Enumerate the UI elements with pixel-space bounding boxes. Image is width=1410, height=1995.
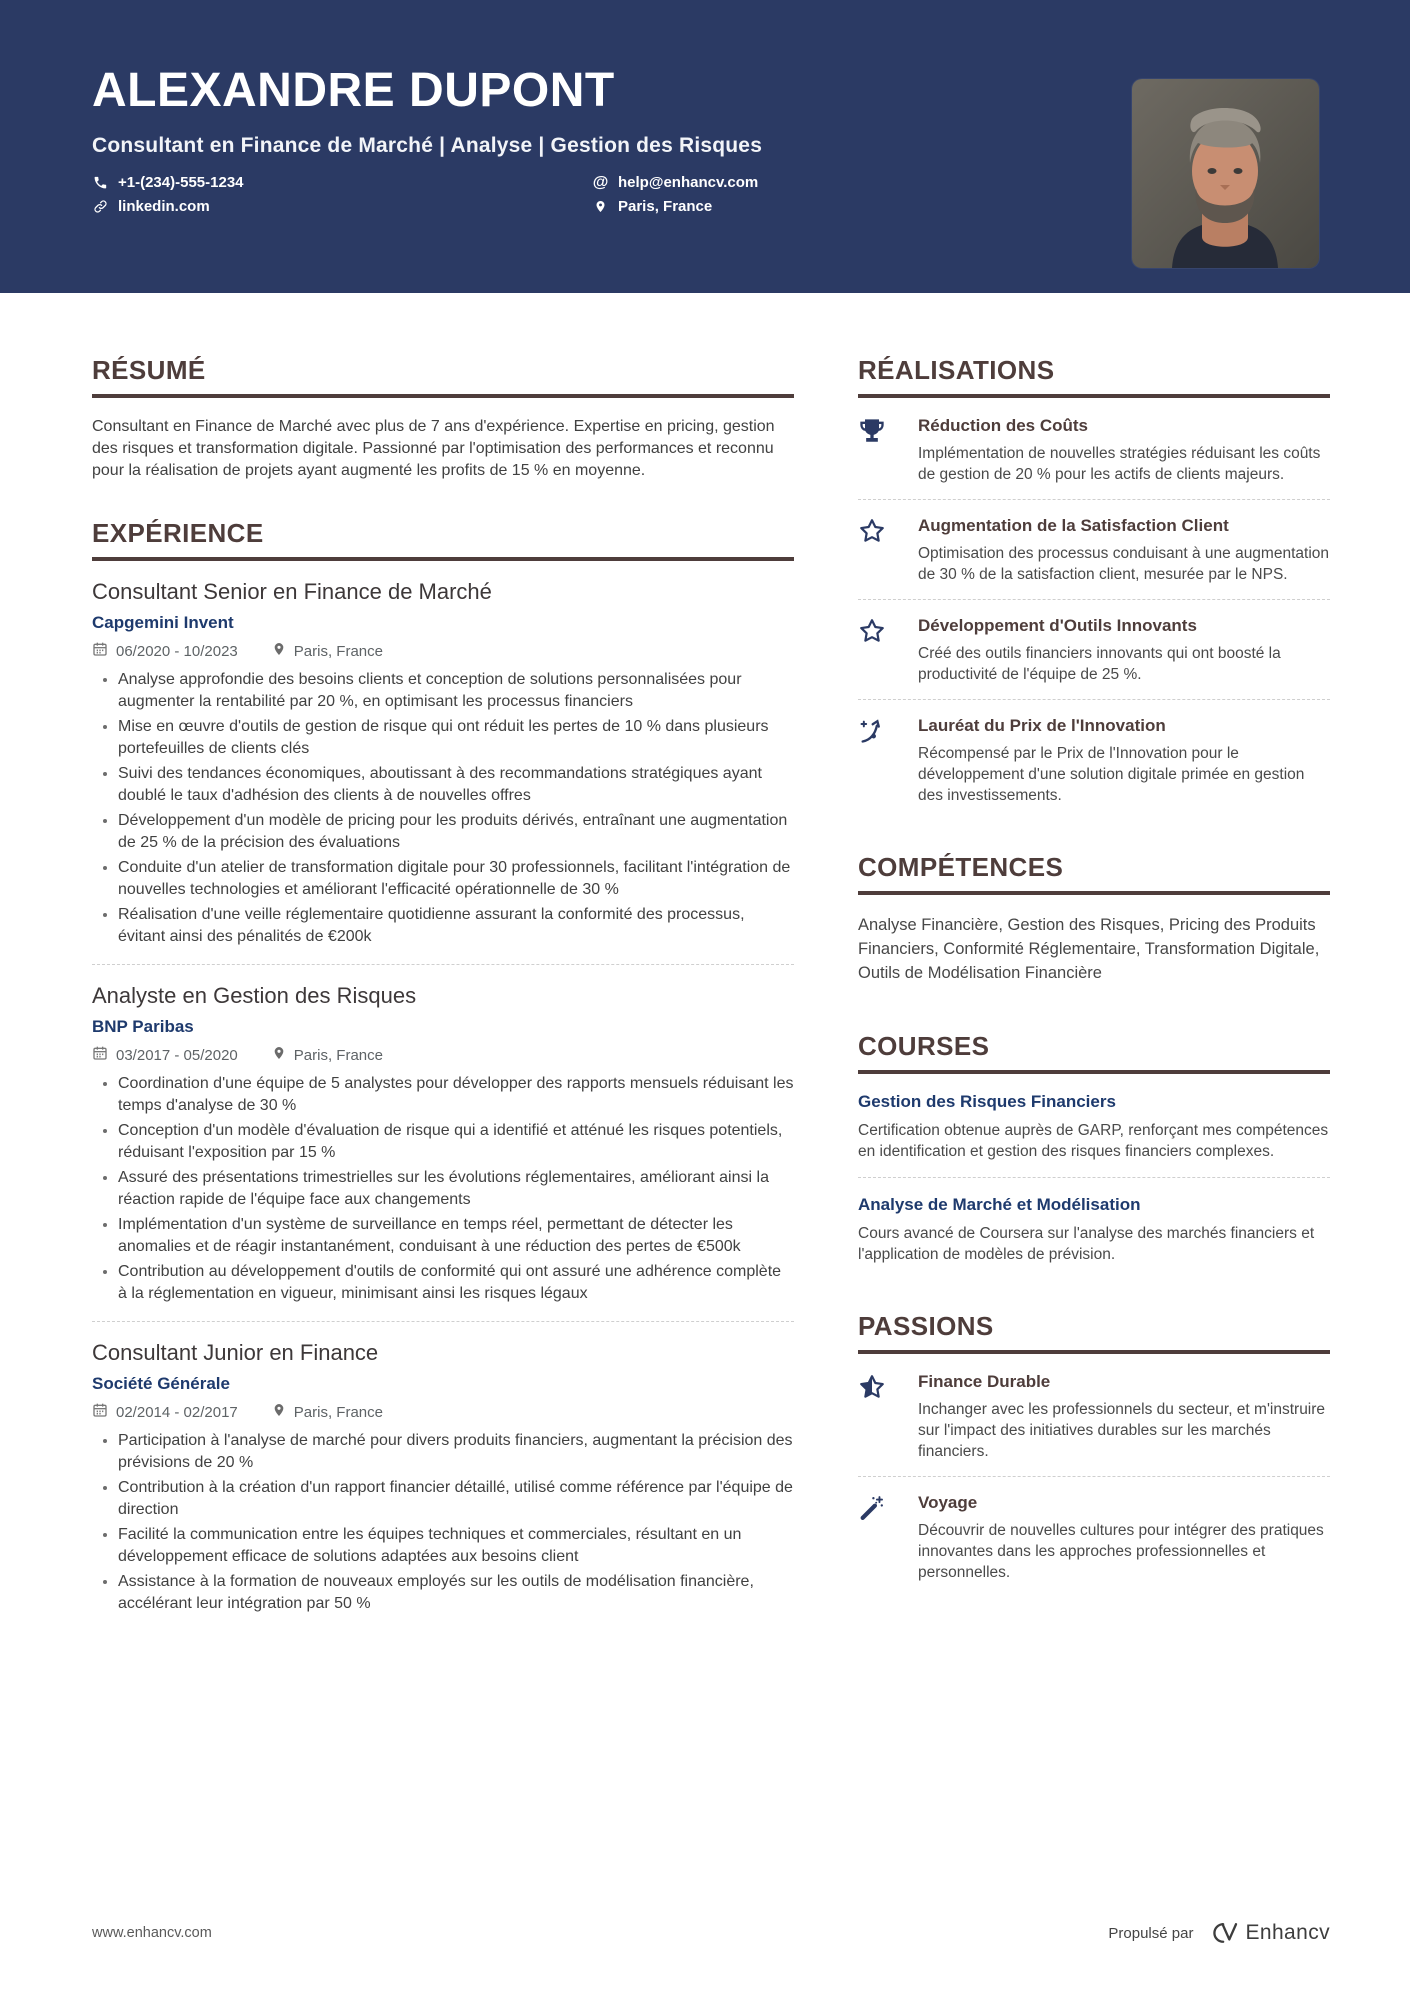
bullet-item: • Mise en œuvre d'outils de gestion de risque qui ont réduit les pertes de 10 % dans plusieurs portefeuilles de clients clés (118, 716, 794, 760)
bullet-item: • Développement d'un modèle de pricing pour les produits dérivés, entraînant une augmentation de 25 % de la précision des évaluations (118, 810, 794, 854)
location (592, 198, 1110, 215)
email-address[interactable]: help@enhancv.com (618, 174, 759, 192)
section-skills (858, 852, 1330, 985)
feature-text: Créé des outils financiers innovants qui ont boosté la productivité de l'équipe de 25 %. (918, 645, 1281, 683)
job-dates (92, 1045, 238, 1065)
job-dates-text: 03/2017 - 05/2020 (116, 1046, 238, 1064)
section-passions (858, 1311, 1330, 1583)
feature-title: Voyage (918, 1493, 978, 1512)
job-bullets (92, 1073, 794, 1305)
bullet-item: • Analyse approfondie des besoins clients et conception de solutions personnalisées pour augmenter la rentabilité par 20 %, en optimisant les processus financiers (118, 669, 794, 713)
experience-list (92, 561, 794, 1615)
job-title: Analyste en Gestion des Risques (92, 983, 417, 1008)
person-name: ALEXANDRE DUPONT (92, 64, 615, 117)
website-url[interactable]: linkedin.com (118, 198, 210, 216)
feature-title: Développement d'Outils Innovants (918, 616, 1197, 635)
job-title: Consultant Senior en Finance de Marché (92, 579, 492, 604)
bullet-item: • Participation à l'analyse de marché pour divers produits financiers, augmentant la précision des prévisions de 20 % (118, 1430, 794, 1474)
feature-item (858, 1372, 1330, 1462)
location-text: Paris, France (618, 198, 713, 216)
location-pin-icon (592, 198, 609, 215)
location-pin-icon (272, 1402, 286, 1422)
summary-text: Consultant en Finance de Marché avec plus de 7 ans d'expérience. Expertise en pricing, gestion des risques et transformation digitale. Passionné par l'optimisation des performances et reconnu pour la réalisation de projets ayant augmenté les profits de 15 % en moyenne. (92, 418, 775, 479)
at-icon: @ (592, 173, 609, 191)
experience-entry (92, 1321, 794, 1615)
job-bullets (92, 669, 794, 948)
job-location-text: Paris, France (293, 1403, 383, 1421)
feature-title: Finance Durable (918, 1372, 1051, 1391)
course-item (858, 1092, 1330, 1162)
job-title: Consultant Junior en Finance (92, 1340, 379, 1365)
company-name: Capgemini Invent (92, 613, 234, 632)
section-heading-resume: RÉSUMÉ (92, 355, 794, 398)
content-columns (0, 293, 1410, 1651)
trophy-icon (858, 417, 888, 447)
section-experience (92, 518, 794, 1615)
course-title: Analyse de Marché et Modélisation (858, 1195, 1141, 1214)
enhancv-logo-icon (1205, 1919, 1239, 1947)
section-heading-courses: COURSES (858, 1031, 1330, 1074)
job-location (272, 1402, 383, 1422)
powered-by-label: Propulsé par (1108, 1924, 1194, 1942)
contact-info (92, 174, 1110, 215)
job-dates (92, 641, 238, 661)
job-meta (92, 1045, 794, 1065)
feature-text: Récompensé par le Prix de l'Innovation pour le développement d'une solution digitale primée en gestion des investissements. (918, 745, 1305, 804)
person-title: Consultant en Finance de Marché | Analyse | Gestion des Risques (92, 134, 763, 158)
feature-text: Implémentation de nouvelles stratégies réduisant les coûts de gestion de 20 % pour les actifs de clients majeurs. (918, 445, 1321, 483)
enhancv-logo[interactable] (1205, 1919, 1330, 1947)
skills-text: Analyse Financière, Gestion des Risques, Pricing des Produits Financiers, Conformité Réglementaire, Transformation Digitale, Outils de Modélisation Financière (858, 916, 1320, 982)
feature-title: Lauréat du Prix de l'Innovation (918, 716, 1166, 735)
bullet-item: • Assistance à la formation de nouveaux employés sur les outils de modélisation financière, accélérant leur intégration par 50 % (118, 1571, 794, 1615)
feature-item (858, 416, 1330, 485)
job-location (272, 1045, 383, 1065)
section-achievements (858, 355, 1330, 806)
job-dates (92, 1402, 238, 1422)
achievements-list (858, 398, 1330, 806)
experience-entry (92, 579, 794, 948)
location-pin-icon (272, 1045, 286, 1065)
calendar-icon (92, 641, 108, 661)
calendar-icon (92, 1045, 108, 1065)
passions-list (858, 1354, 1330, 1583)
phone-number: +1-(234)-555-1234 (118, 174, 244, 192)
course-title: Gestion des Risques Financiers (858, 1092, 1116, 1111)
footer-url[interactable]: www.enhancv.com (92, 1925, 212, 1941)
course-item (858, 1177, 1330, 1265)
bullet-item: • Conduite d'un atelier de transformation digitale pour 30 professionnels, facilitant l'intégration de nouvelles technologies et améliorant l'efficacité opérationnelle de 30 % (118, 857, 794, 901)
footer (92, 1919, 1330, 1947)
job-location (272, 641, 383, 661)
course-text: Cours avancé de Coursera sur l'analyse des marchés financiers et l'application de modèles de prévision. (858, 1225, 1315, 1263)
route-icon (858, 717, 888, 747)
job-meta (92, 1402, 794, 1422)
courses-list (858, 1074, 1330, 1265)
feature-text: Inchanger avec les professionnels du secteur, et m'instruire sur l'impact des initiatives durables sur les marchés financiers. (918, 1401, 1326, 1460)
link-icon (92, 198, 109, 215)
feature-item (858, 699, 1330, 806)
experience-entry (92, 964, 794, 1305)
section-heading-skills: COMPÉTENCES (858, 852, 1330, 895)
section-heading-achievements: RÉALISATIONS (858, 355, 1330, 398)
website-link[interactable] (92, 198, 592, 215)
job-bullets (92, 1430, 794, 1615)
star-icon (858, 517, 888, 547)
job-dates-text: 02/2014 - 02/2017 (116, 1403, 238, 1421)
phone-icon (92, 174, 109, 191)
company-name: BNP Paribas (92, 1017, 194, 1036)
feature-item (858, 599, 1330, 685)
profile-photo (1132, 79, 1319, 268)
feature-text: Optimisation des processus conduisant à une augmentation de 30 % de la satisfaction client, mesurée par le NPS. (918, 545, 1329, 583)
bullet-item: • Réalisation d'une veille réglementaire quotidienne assurant la conformité des processus, évitant ainsi des pénalités de €200k (118, 904, 794, 948)
wand-icon (858, 1494, 888, 1524)
bullet-item: • Contribution à la création d'un rapport financier détaillé, utilisé comme référence par l'équipe de direction (118, 1477, 794, 1521)
brand-name: Enhancv (1245, 1921, 1330, 1944)
calendar-icon (92, 1402, 108, 1422)
job-dates-text: 06/2020 - 10/2023 (116, 642, 238, 660)
bullet-item: • Contribution au développement d'outils de conformité qui ont assuré une adhérence complète à la réglementation en vigueur, minimisant ainsi les risques légaux (118, 1261, 794, 1305)
course-text: Certification obtenue auprès de GARP, renforçant mes compétences en identification et gestion des risques financiers complexes. (858, 1122, 1329, 1160)
bullet-item: • Coordination d'une équipe de 5 analystes pour développer des rapports mensuels réduisant les temps d'analyse de 30 % (118, 1073, 794, 1117)
section-heading-experience: EXPÉRIENCE (92, 518, 794, 561)
company-name: Société Générale (92, 1374, 230, 1393)
bullet-item: • Conception d'un modèle d'évaluation de risque qui a identifié et atténué les risques potentiels, réduisant l'exposition par 15 % (118, 1120, 794, 1164)
job-location-text: Paris, France (293, 642, 383, 660)
bullet-item: • Facilité la communication entre les équipes techniques et commerciales, résultant en un développement efficace de solutions adaptées aux besoins client (118, 1524, 794, 1568)
halfstar-icon (858, 1373, 888, 1403)
job-meta (92, 641, 794, 661)
section-courses (858, 1031, 1330, 1265)
feature-item (858, 1476, 1330, 1583)
right-column (858, 355, 1330, 1651)
job-location-text: Paris, France (293, 1046, 383, 1064)
feature-title: Augmentation de la Satisfaction Client (918, 516, 1229, 535)
header (0, 0, 1410, 293)
bullet-item: • Suivi des tendances économiques, aboutissant à des recommandations stratégiques ayant doublé le taux d'adhésion des clients à de nouvelles offres (118, 763, 794, 807)
feature-title: Réduction des Coûts (918, 416, 1089, 435)
email[interactable] (592, 174, 1110, 191)
section-resume (92, 355, 794, 482)
location-pin-icon (272, 641, 286, 661)
phone (92, 174, 592, 191)
section-heading-passions: PASSIONS (858, 1311, 1330, 1354)
star-icon (858, 617, 888, 647)
left-column (92, 355, 794, 1651)
bullet-item: • Implémentation d'un système de surveillance en temps réel, permettant de détecter les anomalies et de réagir instantanément, conduisant à une réduction des pertes de €500k (118, 1214, 794, 1258)
feature-item (858, 499, 1330, 585)
bullet-item: • Assuré des présentations trimestrielles sur les évolutions réglementaires, améliorant ainsi la réaction rapide de l'équipe face aux changements (118, 1167, 794, 1211)
feature-text: Découvrir de nouvelles cultures pour intégrer des pratiques innovantes dans les approches professionnelles et personnelles. (918, 1522, 1324, 1581)
powered-by (1108, 1919, 1330, 1947)
